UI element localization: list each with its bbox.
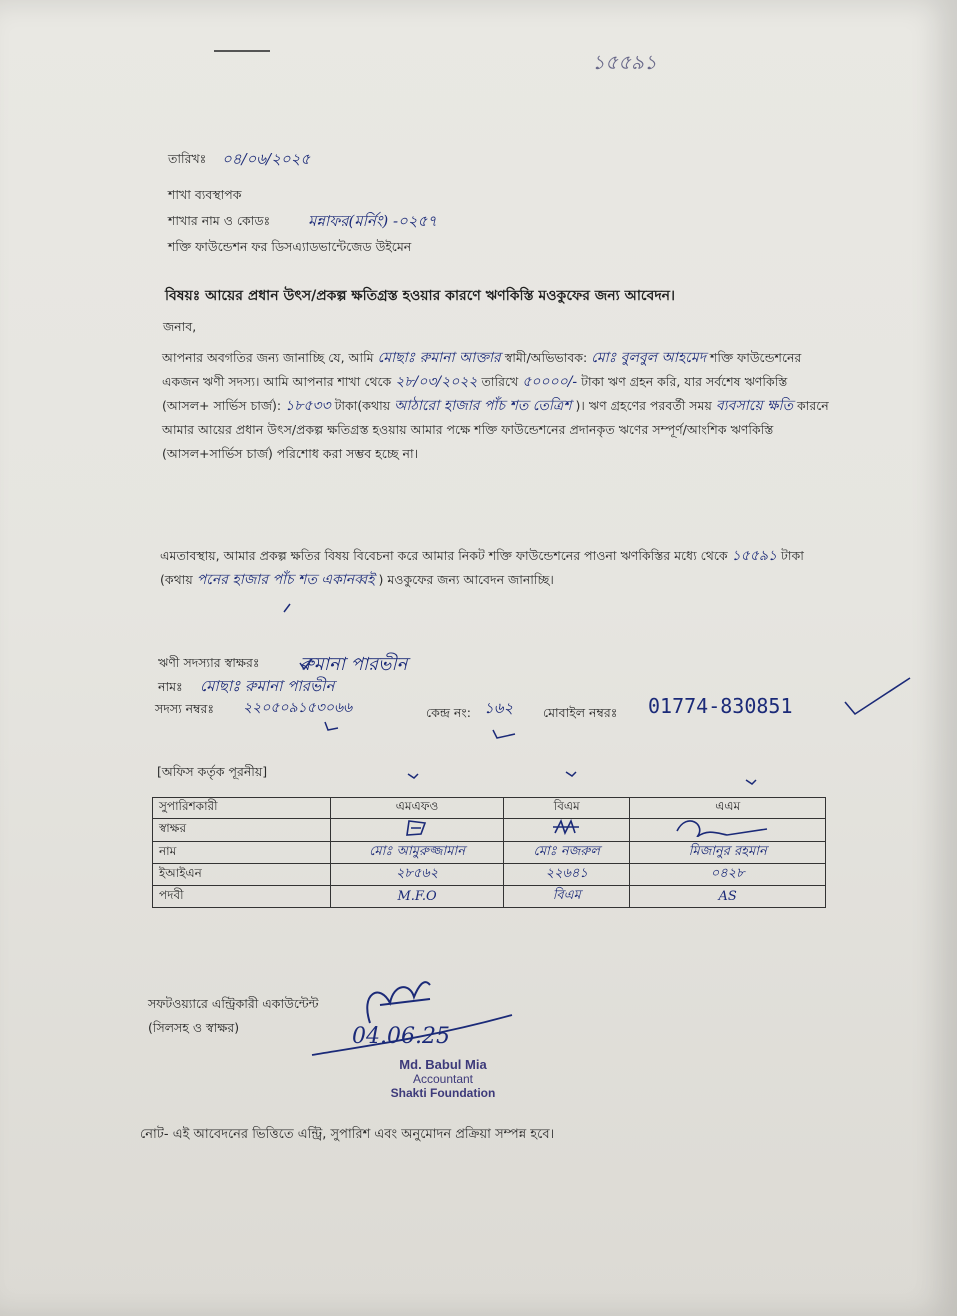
accountant-stamp [368,1058,518,1100]
stamp-org: Shakti Foundation [390,1086,496,1100]
para1-text-3: শক্তি ফাউন্ডেশনের একজন ঋণী সদস্য। আমি আপনার শাখা থেকে [162,350,802,389]
table-header-cell: এমএফও [331,798,504,819]
stamp-title: Accountant [412,1072,474,1086]
footer-note: নোট- এই আবেদনের ভিত্তিতে এন্ট্রি, সুপারিশ এবং অনুমোদন প্রক্রিয়া সম্পন্ন হবে। [140,1127,555,1142]
signature-mfo [331,819,504,842]
top-ref-number: ১৫৫৯১ [592,50,657,74]
salutation: জনাব, [163,319,197,334]
member-number-label: সদস্য নম্বরঃ [155,701,215,716]
para2-text-1: এমতাবস্থায়, আমার প্রকল্প ক্ষতির বিষয় বিবেচনা করে আমার নিকট শক্তি ফাউন্ডেশনের পাওনা ঋণকিস্তির মধ্যে থেকে [160,548,728,563]
para1-text-7: )। ঋণ গ্রহণের পরবর্তী সময় [575,398,712,413]
table-header-cell: সুপারিশকারী [153,798,331,819]
table-cell: ০৪২৮ [630,864,826,886]
recommendation-table [152,797,826,908]
table-cell: মিজানুর রহমান [630,842,826,864]
para1-text-5: টাকা ঋণ গ্রহন করি, যার সর্বশেষ ঋণকিস্তি (আসল+ সার্ভিস চার্জ): [162,374,788,413]
table-cell: মোঃ আমুরুজ্জামান [331,842,504,864]
addressee-line: শাখা ব্যবস্থাপক [168,187,242,202]
waive-amount-words: পনের হাজার পাঁচ শত একানব্বই [196,572,375,588]
para1-text-6: টাকা(কথায় [334,398,391,413]
center-label: কেন্দ্র নং: [426,705,471,720]
loss-reason: ব্যবসায়ে ক্ষতি [715,398,793,414]
applicant-name: মোছাঃ রুমানা আক্তার [377,350,501,366]
member-signature-label: ঋণী সদস্যার স্বাক্ষরঃ [158,655,260,670]
member-name-label: নামঃ [158,679,183,694]
member-number: ২২০৫০৯১৫৩০৬৬ [243,700,353,716]
para1-text-4: তারিখে [481,374,519,389]
row-label: স্বাক্ষর [153,819,331,842]
stamp-name: Md. Babul Mia [399,1057,487,1072]
table-header-cell: এএম [630,798,826,819]
table-cell: ২৮৫৬২ [331,864,504,886]
para2-text-2: টাকা (কথায় [160,548,804,587]
accountant-label: সফটওয়্যারে এন্ট্রিকারী একাউন্টেন্ট [148,996,319,1011]
para1-text-8: কারনে আমার আয়ের প্রধান উৎস/প্রকল্প ক্ষতিগ্রস্ত হওয়ায় আমার পক্ষে শক্তি ফাউন্ডেশনের প্রদানকৃত ঋণের সম্পূর্ণ/আংশিক ঋণকিস্তি (আসল+সার্ভিস চার্জ) পরিশোধ করা সম্ভব হচ্ছে না। [162,398,829,461]
signature-scribble [547,819,587,837]
row-label: পদবী [153,886,331,908]
para1-text-1: আপনার অবগতির জন্য জানাচ্ছি যে, আমি [162,350,374,365]
accountant-seal-note: (সিলসহ ও স্বাক্ষর) [148,1020,240,1035]
signature-scribble [673,819,783,837]
table-header-cell: বিএম [504,798,630,819]
date-value: ০৪/০৬/২০২৫ [222,150,311,168]
last-installment: ১৮৫৩৩ [285,398,331,414]
table-row [153,864,826,886]
table-cell: মোঃ নজরুল [504,842,630,864]
row-label: নাম [153,842,331,864]
table-row [153,819,826,842]
table-cell: AS [630,886,826,908]
accountant-sign-date: 04.06.25 [352,1024,450,1049]
mobile-number: 01774-830851 [648,694,793,718]
loan-amount: ৫০০০০/- [522,374,578,390]
table-row [153,886,826,908]
para1-text-2: স্বামী/অভিভাবক: [504,350,588,365]
member-name: মোছাঃ রুমানা পারভীন [200,677,335,695]
table-cell: বিএম [504,886,630,908]
branch-label: শাখার নাম ও কোডঃ [168,213,271,228]
guardian-name: মোঃ বুলবুল আহমেদ [591,350,706,366]
para2-text-3: ) মওকুফের জন্য আবেদন জানাচ্ছি। [378,572,554,587]
subject-line: বিষয়ঃ আয়ের প্রধান উৎস/প্রকল্প ক্ষতিগ্রস্ত হওয়ার কারণে ঋণকিস্তি মওকুফের জন্য আবেদন। [165,288,676,304]
center-number: ১৬২ [484,699,514,717]
mobile-label: মোবাইল নম্বরঃ [543,705,618,720]
table-row [153,842,826,864]
waive-amount: ১৫৫৯১ [731,548,778,564]
row-label: ইআইএন [153,864,331,886]
table-cell: M.F.O [331,886,504,908]
signature-am [630,819,826,842]
org-line: শক্তি ফাউন্ডেশন ফর ডিসএ্যাডভান্টেজেড উইমেন [168,239,412,254]
amount-in-words: আঠারো হাজার পাঁচ শত তেত্রিশ [394,398,572,414]
table-header-row [153,798,826,819]
signature-bm [504,819,630,842]
signature-scribble [397,819,437,837]
branch-value: মন্নাফর(মর্নিং) -০২৫৭ [308,212,438,230]
office-use-note: [অফিস কর্তৃক পূরনীয়] [157,764,268,779]
table-cell: ২২৬৪১ [504,864,630,886]
member-signature: রুমানা পারভীন [300,654,408,675]
loan-date: ২৮/০৩/২০২২ [395,374,478,390]
date-label: তারিখঃ [168,151,207,166]
